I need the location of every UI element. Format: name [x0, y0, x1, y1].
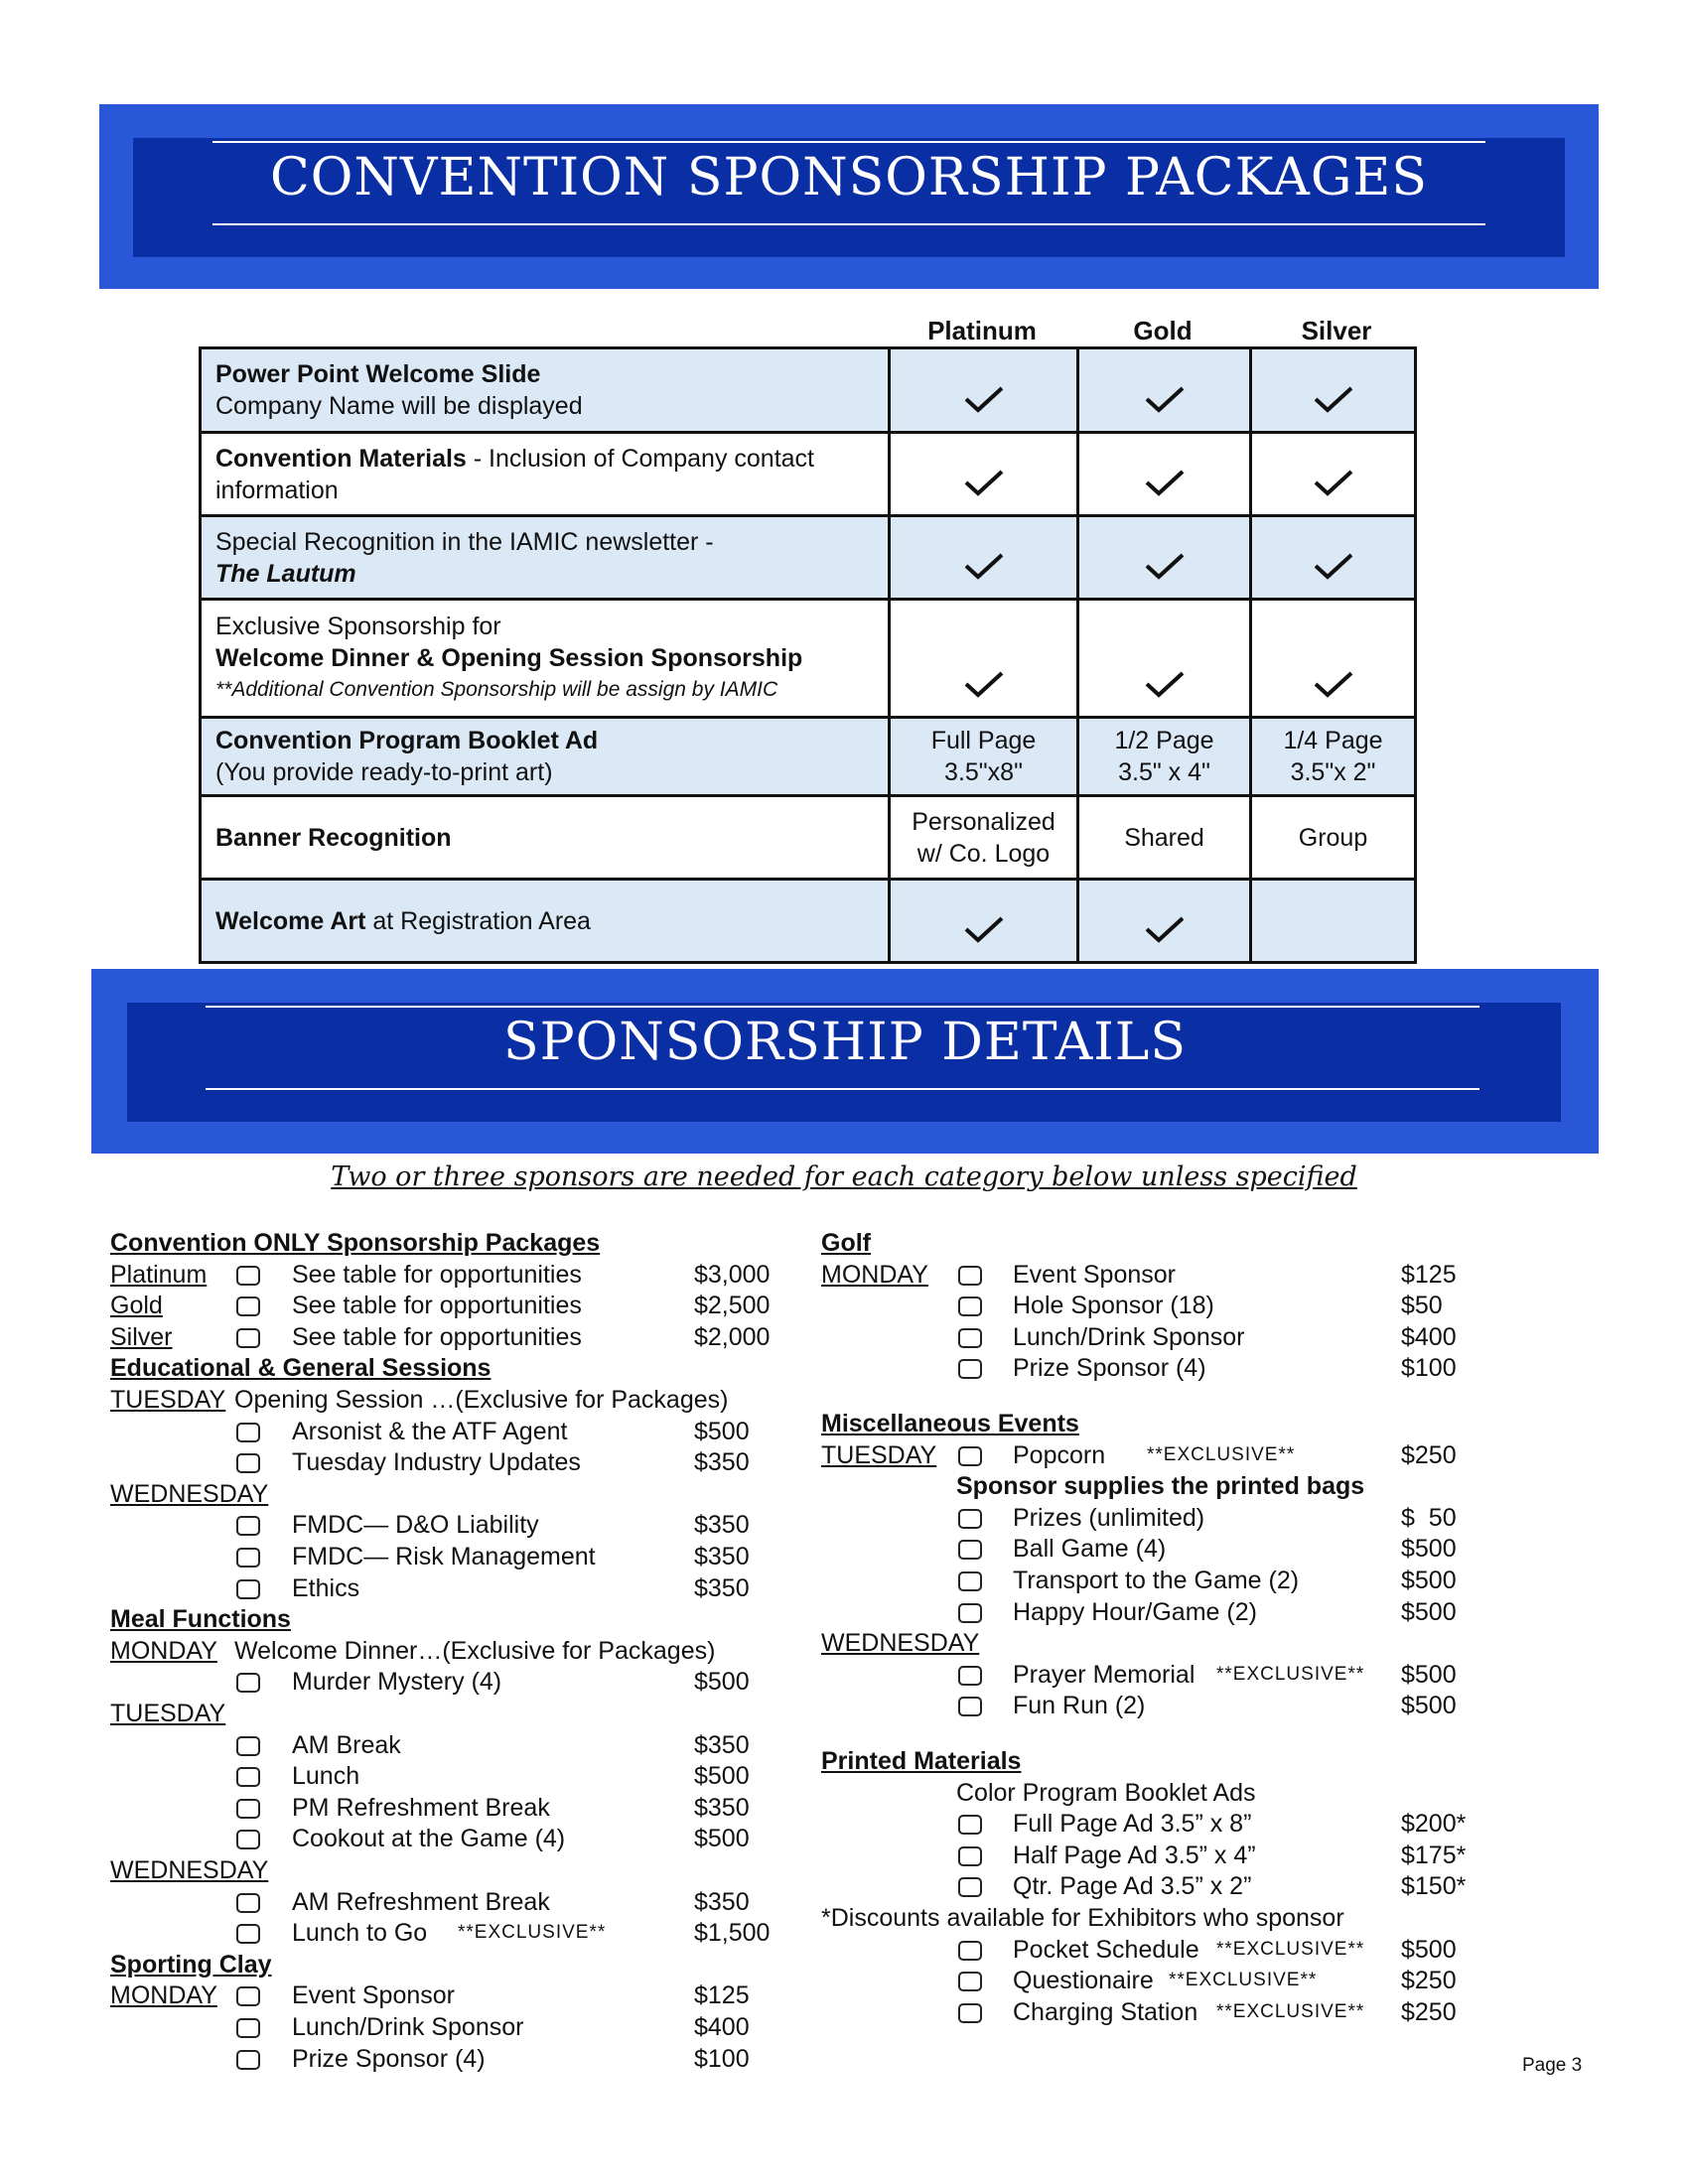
item-label: Arsonist & the ATF Agent [292, 1417, 568, 1445]
price: $500 [1401, 1567, 1457, 1594]
sponsor-checkbox[interactable] [236, 1767, 260, 1787]
item-label: See table for opportunities [292, 1322, 582, 1351]
sponsor-checkbox[interactable] [958, 1697, 982, 1716]
sponsor-checkbox[interactable] [236, 2018, 260, 2038]
price: $400 [1401, 1322, 1457, 1351]
list-item [821, 1470, 1516, 1502]
item-label: Ethics [292, 1573, 360, 1602]
silver-cell: 1/4 Page 3.5"x 2" [1251, 718, 1416, 796]
sponsor-checkbox[interactable] [958, 1941, 982, 1961]
session-label: Opening Session …(Exclusive for Packages) [234, 1386, 729, 1414]
day-label: TUESDAY [110, 1700, 226, 1727]
check-icon [1143, 913, 1187, 945]
list-item [821, 1290, 1516, 1321]
list-item [110, 1416, 805, 1447]
check-icon [962, 668, 1006, 700]
day-label: WEDNESDAY [821, 1629, 980, 1658]
day-label: Platinum [110, 1260, 208, 1289]
package-desc: Power Point Welcome Slide Company Name will be displayed [201, 348, 890, 433]
list-item [110, 1886, 805, 1918]
check-icon [1143, 383, 1187, 415]
list-item [821, 1596, 1516, 1628]
price: $500 [1401, 1597, 1457, 1626]
sponsor-checkbox[interactable] [958, 1359, 982, 1379]
list-item [110, 1979, 805, 2011]
packages-table [199, 346, 1417, 964]
check-icon [962, 913, 1006, 945]
sponsor-checkbox[interactable] [958, 1603, 982, 1623]
item-label: Ball Game (4) [1013, 1535, 1167, 1564]
subheading: Color Program Booklet Ads [956, 1778, 1256, 1807]
day-label: MONDAY [110, 1981, 217, 2010]
list-item [110, 1729, 805, 1761]
check-icon [962, 467, 1006, 498]
item-label: FMDC— Risk Management [292, 1543, 596, 1570]
right-column [821, 1227, 1516, 2026]
page-number: Page 3 [1522, 2055, 1583, 2076]
item-label: Lunch [292, 1762, 360, 1791]
platinum-cell [890, 880, 1078, 963]
item-label: Prayer Memorial [1013, 1660, 1196, 1689]
list-item [110, 1509, 805, 1541]
item-label: See table for opportunities [292, 1260, 582, 1289]
item-label: Transport to the Game (2) [1013, 1567, 1300, 1594]
sponsor-checkbox[interactable] [958, 1328, 982, 1348]
sponsor-checkbox[interactable] [236, 1830, 260, 1849]
section-heading-text: Educational & General Sessions [110, 1354, 492, 1383]
list-item [110, 1321, 805, 1353]
list-item [110, 1259, 805, 1291]
sponsor-checkbox[interactable] [236, 1799, 260, 1819]
list-item [821, 1533, 1516, 1565]
day-label: Silver [110, 1322, 173, 1351]
price: $3,000 [694, 1260, 771, 1289]
day-label: MONDAY [110, 1636, 217, 1665]
sponsor-checkbox[interactable] [236, 1453, 260, 1473]
list-item [821, 1965, 1516, 1996]
session-label: Welcome Dinner…(Exclusive for Packages) [234, 1636, 716, 1665]
item-label: AM Break [292, 1730, 401, 1759]
sponsor-checkbox[interactable] [236, 1579, 260, 1599]
sponsor-checkbox[interactable] [958, 1846, 982, 1866]
list-item [821, 1870, 1516, 1902]
sponsor-checkbox[interactable] [958, 1266, 982, 1286]
price: $200* [1401, 1810, 1467, 1839]
table-row [201, 348, 1416, 433]
check-icon [1312, 467, 1355, 498]
section-heading-text: Printed Materials [821, 1747, 1022, 1775]
price: $125 [1401, 1260, 1457, 1289]
price: $500 [694, 1668, 750, 1697]
list-item [821, 1352, 1516, 1384]
sponsor-checkbox[interactable] [236, 1986, 260, 2006]
price: $500 [694, 1417, 750, 1445]
check-icon [1312, 383, 1355, 415]
day-label: Gold [110, 1292, 163, 1320]
silver-cell [1251, 516, 1416, 600]
item-label: Half Page Ad 3.5” x 4” [1013, 1841, 1256, 1869]
item-label: Cookout at the Game (4) [292, 1825, 566, 1853]
tier-header-gold: Gold [1133, 316, 1193, 345]
check-icon [962, 550, 1006, 582]
exclusive-tag: **EXCLUSIVE** [458, 1922, 607, 1944]
section-heading-text: Meal Functions [110, 1605, 291, 1634]
sponsor-checkbox[interactable] [958, 1540, 982, 1560]
list-item [821, 1321, 1516, 1353]
sponsor-checkbox[interactable] [958, 1446, 982, 1466]
table-row [201, 600, 1416, 718]
gold-cell [1078, 880, 1251, 963]
price: $150* [1401, 1872, 1467, 1901]
check-icon [1143, 467, 1187, 498]
list-item [821, 1627, 1516, 1659]
check-icon [1143, 668, 1187, 700]
item-label: Prize Sponsor (4) [1013, 1354, 1206, 1383]
sponsor-checkbox[interactable] [958, 1297, 982, 1316]
price: $125 [694, 1981, 750, 2010]
sponsor-checkbox[interactable] [236, 1423, 260, 1442]
day-label: WEDNESDAY [110, 1856, 269, 1884]
price: $250 [1401, 1440, 1457, 1469]
price: $350 [694, 1730, 750, 1759]
section-heading [110, 1227, 805, 1259]
list-item [821, 1259, 1516, 1291]
list-item [821, 1808, 1516, 1840]
table-row [201, 433, 1416, 516]
sponsor-checkbox[interactable] [958, 1571, 982, 1591]
platinum-cell [890, 433, 1078, 516]
silver-cell: Group [1251, 796, 1416, 880]
discount-note: *Discounts available for Exhibitors who sponsor [821, 1904, 1344, 1932]
list-item [821, 1690, 1516, 1721]
item-label: Lunch/Drink Sponsor [1013, 1322, 1245, 1351]
list-item [110, 1760, 805, 1792]
section-heading-text: Miscellaneous Events [821, 1410, 1079, 1437]
list-item [110, 1446, 805, 1478]
price: $500 [694, 1825, 750, 1853]
item-label: Charging Station [1013, 1997, 1198, 2026]
silver-cell [1251, 600, 1416, 718]
item-label: Lunch/Drink Sponsor [292, 2013, 524, 2041]
list-item [110, 1698, 805, 1729]
item-label: PM Refreshment Break [292, 1793, 550, 1822]
price: $250 [1401, 1997, 1457, 2026]
exclusive-tag: **EXCLUSIVE** [1169, 1970, 1318, 1991]
item-label: Event Sponsor [1013, 1260, 1176, 1289]
list-item [821, 1502, 1516, 1534]
tier-header-silver: Silver [1301, 316, 1372, 345]
item-label: See table for opportunities [292, 1292, 582, 1320]
list-item [110, 1541, 805, 1572]
details-note: Two or three sponsors are needed for each category below unless specified [331, 1161, 1357, 1192]
section-heading-text: Convention ONLY Sponsorship Packages [110, 1229, 601, 1257]
item-label: Lunch to Go [292, 1919, 428, 1948]
check-icon [1143, 550, 1187, 582]
list-item [110, 1290, 805, 1321]
list-item [110, 1823, 805, 1854]
exclusive-tag: **EXCLUSIVE** [1216, 1663, 1365, 1685]
price: $500 [1401, 1692, 1457, 1720]
silver-cell [1251, 348, 1416, 433]
item-label: Pocket Schedule [1013, 1935, 1199, 1964]
platinum-cell [890, 348, 1078, 433]
item-label: Full Page Ad 3.5” x 8” [1013, 1810, 1252, 1839]
list-item [821, 1996, 1516, 2028]
item-label: Prize Sponsor (4) [292, 2044, 486, 2073]
platinum-cell: Personalized w/ Co. Logo [890, 796, 1078, 880]
section-heading-text: Sporting Clay [110, 1950, 272, 1979]
sponsor-checkbox[interactable] [236, 1328, 260, 1348]
price: $350 [694, 1543, 750, 1570]
package-desc: Convention Program Booklet Ad (You provide ready-to-print art) [201, 718, 890, 796]
gold-cell [1078, 433, 1251, 516]
sponsor-checkbox[interactable] [236, 1924, 260, 1944]
gold-cell [1078, 516, 1251, 600]
package-desc: Convention Materials - Inclusion of Company contact information [201, 433, 890, 516]
price: $500 [694, 1762, 750, 1791]
details-title: SPONSORSHIP DETAILS [503, 1013, 1187, 1072]
details-banner [91, 969, 1599, 1154]
table-row [201, 718, 1416, 796]
sponsor-checkbox[interactable] [236, 1548, 260, 1568]
section-heading [821, 1227, 1516, 1259]
sponsor-checkbox[interactable] [236, 2050, 260, 2070]
sponsor-checkbox[interactable] [236, 1893, 260, 1913]
platinum-cell [890, 600, 1078, 718]
price: $500 [1401, 1935, 1457, 1964]
sponsor-note: Sponsor supplies the printed bags [956, 1472, 1365, 1501]
list-item [821, 1439, 1516, 1471]
item-label: Hole Sponsor (18) [1013, 1292, 1214, 1320]
sponsor-checkbox[interactable] [236, 1516, 260, 1536]
exclusive-tag: **EXCLUSIVE** [1216, 2000, 1365, 2022]
sponsor-checkbox[interactable] [236, 1297, 260, 1316]
check-icon [962, 383, 1006, 415]
sponsor-checkbox[interactable] [958, 2003, 982, 2023]
sponsor-checkbox[interactable] [236, 1736, 260, 1756]
list-item [110, 1478, 805, 1510]
sponsor-checkbox[interactable] [958, 1815, 982, 1835]
packages-title: CONVENTION SPONSORSHIP PACKAGES [270, 148, 1428, 207]
list-item [110, 1854, 805, 1886]
list-item [110, 2043, 805, 2075]
item-label: Tuesday Industry Updates [292, 1448, 581, 1477]
price: $500 [1401, 1660, 1457, 1689]
day-label: TUESDAY [821, 1440, 937, 1469]
table-row [201, 880, 1416, 963]
gold-cell: Shared [1078, 796, 1251, 880]
sponsor-checkbox[interactable] [958, 1509, 982, 1529]
check-icon [1312, 550, 1355, 582]
sponsor-checkbox[interactable] [958, 1666, 982, 1686]
day-label: TUESDAY [110, 1386, 226, 1414]
price: $100 [1401, 1354, 1457, 1383]
left-column [110, 1227, 805, 2101]
exclusive-tag: **EXCLUSIVE** [1216, 1938, 1365, 1960]
list-item [110, 2011, 805, 2043]
price: $50 [1401, 1292, 1443, 1320]
price: $250 [1401, 1967, 1457, 1995]
platinum-cell [890, 516, 1078, 600]
silver-cell [1251, 433, 1416, 516]
packages-banner [99, 104, 1599, 289]
price: $2,000 [694, 1322, 771, 1351]
package-desc: Exclusive Sponsorship for Welcome Dinner & Opening Session Sponsorship **Additional Convention Sponsorship will be assign by IAMIC [201, 600, 890, 718]
sponsor-checkbox[interactable] [236, 1673, 260, 1693]
item-label: Event Sponsor [292, 1981, 455, 2010]
section-heading [110, 1352, 805, 1384]
item-label: Happy Hour/Game (2) [1013, 1597, 1257, 1626]
gold-cell [1078, 600, 1251, 718]
price: $100 [694, 2044, 750, 2073]
list-item [110, 1635, 805, 1667]
exclusive-tag: **EXCLUSIVE** [1147, 1443, 1296, 1465]
list-item [821, 1659, 1516, 1691]
item-label: Murder Mystery (4) [292, 1668, 502, 1697]
item-label: Prizes (unlimited) [1013, 1503, 1205, 1532]
sponsor-checkbox[interactable] [958, 1972, 982, 1991]
section-heading [110, 1603, 805, 1635]
gold-cell: 1/2 Page 3.5" x 4" [1078, 718, 1251, 796]
list-item [110, 1666, 805, 1698]
check-icon [1312, 668, 1355, 700]
item-label: Popcorn [1013, 1440, 1106, 1469]
list-item [821, 1934, 1516, 1966]
platinum-cell: Full Page 3.5"x8" [890, 718, 1078, 796]
price: $350 [694, 1793, 750, 1822]
package-desc: Banner Recognition [201, 796, 890, 880]
gold-cell [1078, 348, 1251, 433]
item-label: Questionaire [1013, 1967, 1154, 1995]
price: $500 [1401, 1535, 1457, 1564]
table-row [201, 796, 1416, 880]
price: $1,500 [694, 1919, 771, 1948]
sponsor-checkbox[interactable] [958, 1877, 982, 1897]
tier-header-platinum: Platinum [927, 316, 1037, 345]
list-item [821, 1840, 1516, 1871]
price: $400 [694, 2013, 750, 2041]
price: $350 [694, 1448, 750, 1477]
item-label: Fun Run (2) [1013, 1692, 1146, 1720]
list-item [110, 1572, 805, 1604]
list-item [821, 1565, 1516, 1596]
section-heading [821, 1745, 1516, 1777]
list-item [821, 1777, 1516, 1809]
package-desc: Welcome Art at Registration Area [201, 880, 890, 963]
section-heading [110, 1949, 805, 1980]
silver-cell [1251, 880, 1416, 963]
price: $2,500 [694, 1292, 771, 1320]
item-label: FMDC— D&O Liability [292, 1511, 539, 1540]
list-item [110, 1384, 805, 1416]
table-row [201, 516, 1416, 600]
section-heading [821, 1408, 1516, 1439]
list-item [110, 1792, 805, 1824]
section-heading-text: Golf [821, 1229, 871, 1257]
price: $ 50 [1401, 1503, 1457, 1532]
package-desc: Special Recognition in the IAMIC newsletter - The Lautum [201, 516, 890, 600]
item-label: AM Refreshment Break [292, 1887, 550, 1916]
list-item [821, 1902, 1516, 1934]
day-label: WEDNESDAY [110, 1479, 269, 1508]
price: $350 [694, 1573, 750, 1602]
list-item [110, 1917, 805, 1949]
sponsor-checkbox[interactable] [236, 1266, 260, 1286]
price: $350 [694, 1887, 750, 1916]
price: $175* [1401, 1841, 1467, 1869]
day-label: MONDAY [821, 1260, 928, 1289]
item-label: Qtr. Page Ad 3.5” x 2” [1013, 1872, 1252, 1901]
price: $350 [694, 1511, 750, 1540]
